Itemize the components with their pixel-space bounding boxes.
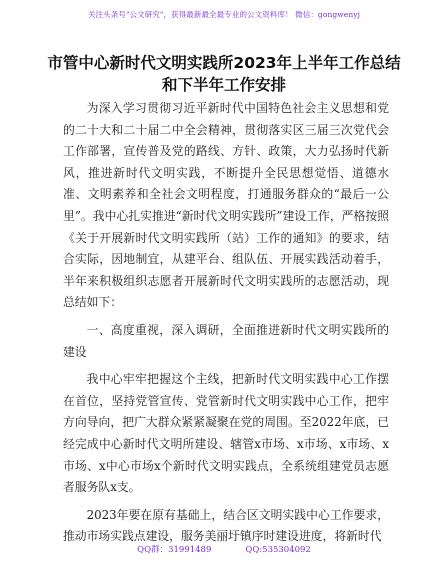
- footer-qq-number: QQ:535304092: [245, 545, 311, 555]
- paragraph-intro: 为深入学习贯彻习近平新时代中国特色社会主义思想和党的二十大和二十届二中全会精神，贯彻落实区三届三次党代会工作部署，宣传普及党的路线、方针、政策，大力弘扬时代新风，推进新时代文明实践，不断提升全民思想觉悟、道德水准、文明素养和全社会文明程度，打通服务群众的“最后一公里”。我中心扎实推进“新时代文明实践所”建设工作，严格按照《关于开展新时代文明实践所（站）工作的通知》的要求，结合实际，因地制宜，从建平台、组队伍、开展实践活动着手，半年来积极组织志愿者开展新时代文明实践所的志愿活动，现总结如下：: [63, 101, 389, 310]
- footer-contact: [0, 543, 448, 555]
- header-notice: 关注头条号"公文研究"，获得最新最全最专业的公文资料库！ 微信：gongwenyj: [87, 10, 361, 19]
- document-title: 市管中心新时代文明实践所2023年上半年工作总结和下半年工作安排: [47, 54, 401, 94]
- section-heading-1: 一、高度重视，深入调研，全面推进新时代文明实践所的建设: [63, 322, 389, 359]
- paragraph-2023-plan: 2023年要在原有基础上，结合区文明实践中心工作要求，推动市场实践点建设，服务美丽圩镇序时建设进度，将新时代: [63, 507, 389, 544]
- footer-qq-group: QQ群：31991489: [137, 545, 212, 555]
- document-body: [63, 98, 389, 554]
- paragraph-section-1: 我中心牢牢把握这个主线，把新时代文明实践中心工作摆在首位，坚持党管宣传、党管新时代文明实践中心工作，把牢方向导向，把广大群众紧紧凝聚在党的周围。至2022年底，已经完成中心新时代文明所建设、辖管x市场、x市场、x市场、x市场、x中心市场x个新时代文明实践点，全系统组建党员志愿者服务队x支。: [63, 372, 389, 495]
